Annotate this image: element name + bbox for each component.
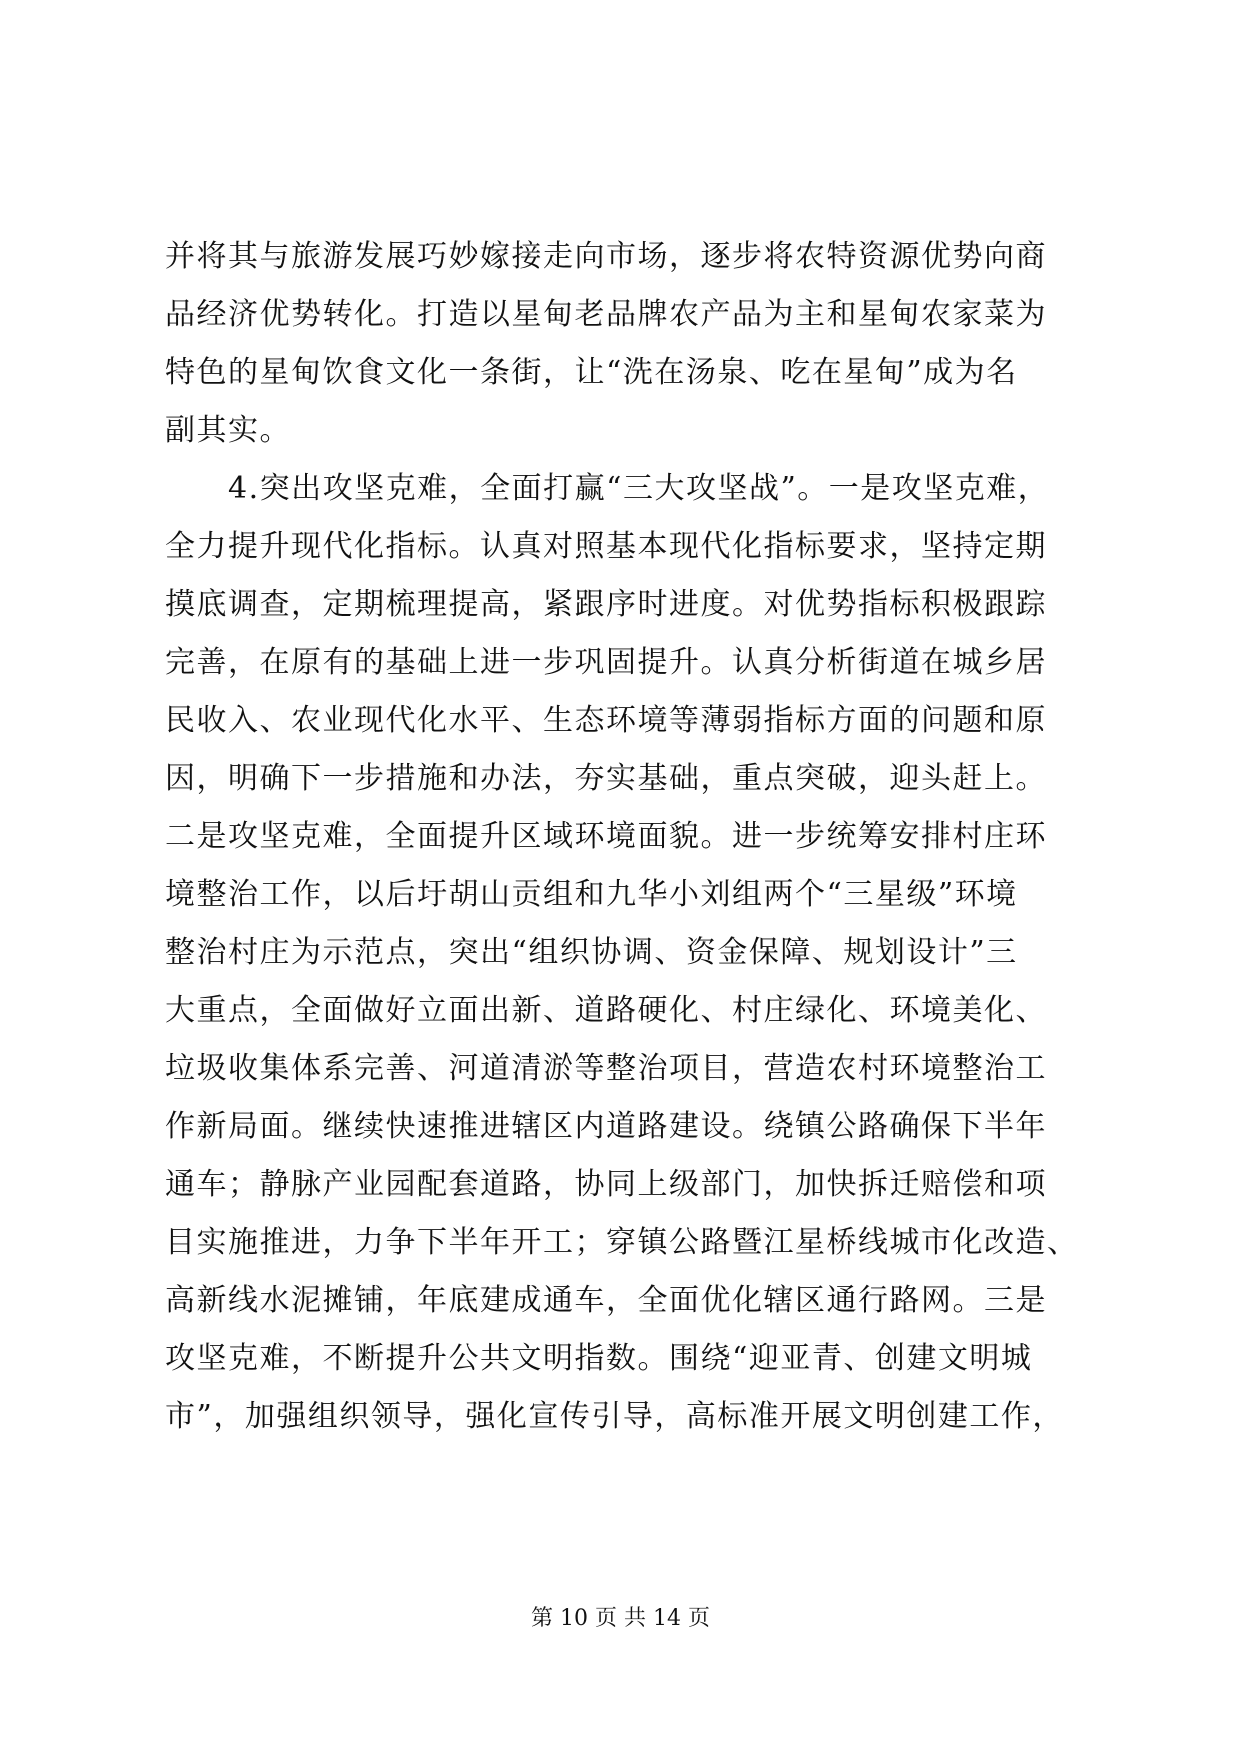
text-line: 整治村庄为示范点，突出“组织协调、资金保障、规划设计”三 <box>165 935 1018 970</box>
text-line: 境整治工作，以后圩胡山贡组和九华小刘组两个“三星级”环境 <box>165 877 1018 912</box>
text-line: 二是攻坚克难，全面提升区域环境面貌。进一步统筹安排村庄环 <box>165 819 1047 854</box>
text-line: 垃圾收集体系完善、河道清淤等整治项目，营造农村环境整治工 <box>165 1051 1047 1086</box>
text-line: 目实施推进，力争下半年开工；穿镇公路暨江星桥线城市化改造、 <box>165 1225 1079 1260</box>
text-line: 全力提升现代化指标。认真对照基本现代化指标要求，坚持定期 <box>165 529 1047 564</box>
text-line: 品经济优势转化。打造以星甸老品牌农产品为主和星甸农家菜为 <box>165 297 1047 332</box>
text-line: 攻坚克难，不断提升公共文明指数。围绕“迎亚青、创建文明城 <box>165 1341 1033 1376</box>
text-line: 并将其与旅游发展巧妙嫁接走向市场，逐步将农特资源优势向商 <box>165 239 1047 274</box>
text-line: 民收入、农业现代化水平、生态环境等薄弱指标方面的问题和原 <box>165 703 1047 738</box>
page-number-footer: 第 10 页 共 14 页 <box>531 1606 710 1631</box>
text-line: 高新线水泥摊铺，年底建成通车，全面优化辖区通行路网。三是 <box>165 1283 1047 1318</box>
text-line: 完善，在原有的基础上进一步巩固提升。认真分析街道在城乡居 <box>165 645 1047 680</box>
text-line: 因，明确下一步措施和办法，夯实基础，重点突破，迎头赶上。 <box>165 761 1047 796</box>
text-line: 市”，加强组织领导，强化宣传引导，高标准开展文明创建工作， <box>165 1399 1064 1434</box>
text-line: 通车；静脉产业园配套道路，协同上级部门，加快拆迁赔偿和项 <box>165 1167 1047 1202</box>
text-line: 副其实。 <box>165 413 291 448</box>
text-line: 特色的星甸饮食文化一条街，让“洗在汤泉、吃在星甸”成为名 <box>165 355 1018 390</box>
paragraph-start-line: 4.突出攻坚克难，全面打赢“三大攻坚战”。一是攻坚克难， <box>165 471 1050 506</box>
text-line: 作新局面。继续快速推进辖区内道路建设。绕镇公路确保下半年 <box>165 1109 1047 1144</box>
body-text <box>165 228 1085 1446</box>
text-line: 大重点，全面做好立面出新、道路硬化、村庄绿化、环境美化、 <box>165 993 1047 1028</box>
text-line: 摸底调查，定期梳理提高，紧跟序时进度。对优势指标积极跟踪 <box>165 587 1047 622</box>
